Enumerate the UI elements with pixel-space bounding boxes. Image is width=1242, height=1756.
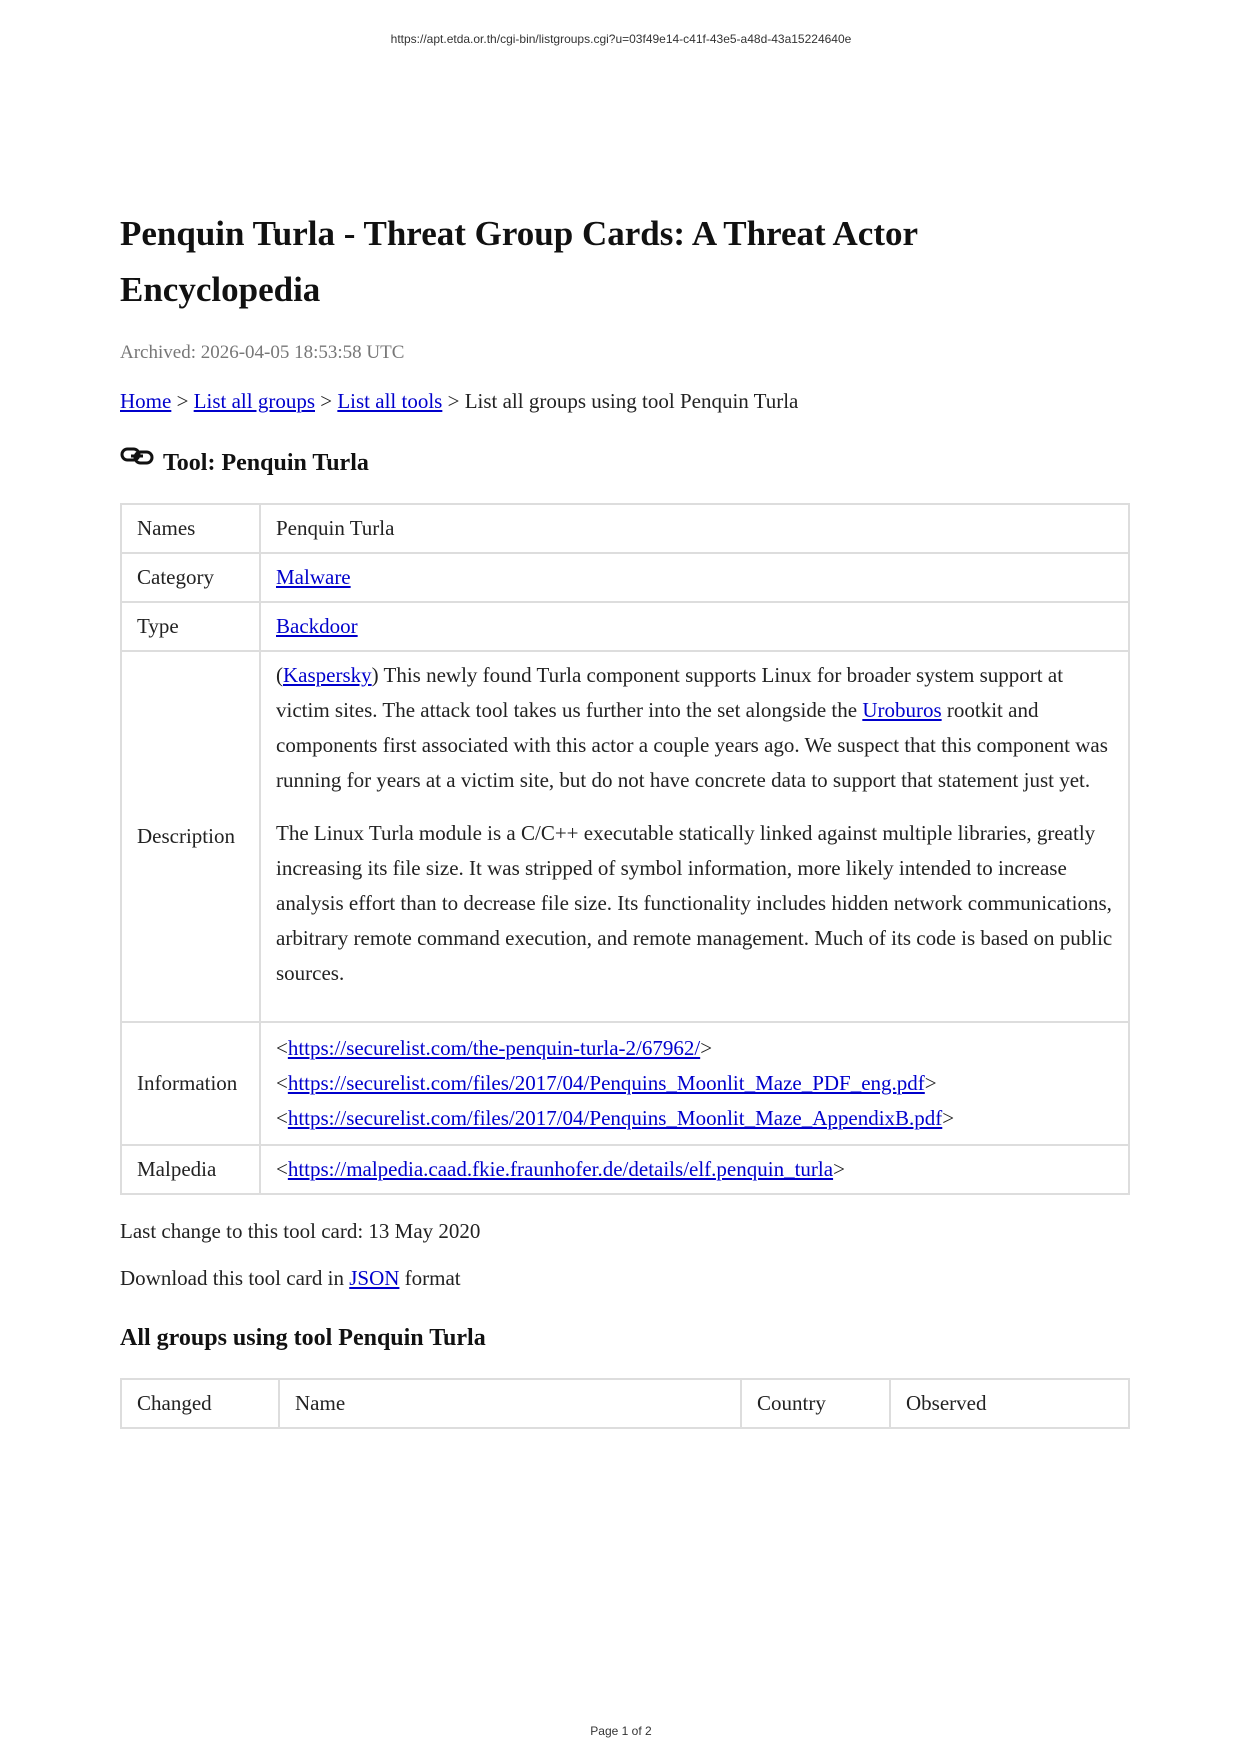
paren: ( (276, 663, 283, 687)
column-header-country[interactable]: Country (741, 1379, 890, 1428)
breadcrumb-home-link[interactable]: Home (120, 389, 172, 413)
tool-heading-text: Tool: Penquin Turla (163, 450, 369, 476)
tool-heading (120, 450, 1130, 477)
malpedia-link[interactable]: https://malpedia.caad.fkie.fraunhofer.de/details/elf.penquin_turla (287, 1157, 834, 1181)
description-text: ) This newly found Turla component supports Linux for broader system support at victim sites. The attack tool takes us further into the set alongside the (276, 663, 1064, 722)
information-line (276, 1031, 1113, 1066)
bracket: < (276, 1157, 288, 1181)
table-row (121, 1022, 1129, 1145)
page-footer: Page 1 of 2 (590, 1724, 652, 1738)
bracket: < (276, 1036, 288, 1060)
breadcrumb-tools-link[interactable]: List all tools (337, 389, 443, 413)
description-label: Description (121, 651, 260, 1022)
description-paragraph: The Linux Turla module is a C/C++ executable statically linked against multiple libraries, greatly increasing its file size. It was stripped of symbol information, more likely intended to increase analysis effort than to decrease file size. Its functionality includes hidden network communications, arbitrary remote command execution, and remote management. Much of its code is based on public sources. (276, 821, 1113, 985)
info-link[interactable]: https://securelist.com/files/2017/04/Penquins_Moonlit_Maze_PDF_eng.pdf (287, 1071, 925, 1095)
names-value: Penquin Turla (260, 504, 1129, 553)
bracket: < (276, 1106, 288, 1130)
type-cell (260, 602, 1129, 651)
breadcrumb-separator: > (320, 389, 333, 413)
description-text: rootkit and components first associated with this actor a couple years ago. We suspect that this component was running for years at a victim site, but do not have concrete data to support that statement just yet. (276, 698, 1108, 792)
information-label: Information (121, 1022, 260, 1145)
archived-timestamp: Archived: 2026-04-05 18:53:58 UTC (120, 342, 405, 363)
column-header-observed[interactable]: Observed (890, 1379, 1129, 1428)
information-line (276, 1066, 1113, 1101)
column-header-changed[interactable]: Changed (121, 1379, 279, 1428)
page-title: Penquin Turla - Threat Group Cards: A Threat Actor Encyclopedia (120, 214, 918, 309)
type-label: Type (121, 602, 260, 651)
information-cell (260, 1022, 1129, 1145)
type-link[interactable]: Backdoor (276, 614, 358, 638)
breadcrumb-current: List all groups using tool Penquin Turla (464, 389, 799, 413)
url-header: https://apt.etda.or.th/cgi-bin/listgroups.cgi?u=03f49e14-c41f-43e5-a48d-43a15224640e (390, 32, 852, 46)
download-text: Download this tool card in (120, 1266, 350, 1290)
breadcrumb (120, 389, 1130, 414)
bracket: > (833, 1157, 845, 1181)
table-row (121, 504, 1129, 553)
bracket: > (924, 1071, 937, 1095)
last-change: Last change to this tool card: 13 May 2020 (120, 1219, 481, 1243)
uroburos-link[interactable]: Uroburos (862, 698, 942, 722)
download-text: format (399, 1266, 461, 1290)
link-icon (120, 445, 154, 467)
information-line (276, 1101, 1113, 1136)
malpedia-cell (260, 1145, 1129, 1194)
info-link[interactable]: https://securelist.com/files/2017/04/Penquins_Moonlit_Maze_AppendixB.pdf (287, 1106, 943, 1130)
bracket: > (942, 1106, 955, 1130)
breadcrumb-separator: > (447, 389, 460, 413)
description-cell (260, 651, 1129, 1022)
names-label: Names (121, 504, 260, 553)
page-content (120, 206, 1130, 1429)
category-label: Category (121, 553, 260, 602)
category-cell (260, 553, 1129, 602)
malpedia-label: Malpedia (121, 1145, 260, 1194)
table-row (121, 1145, 1129, 1194)
table-row (121, 553, 1129, 602)
kaspersky-link[interactable]: Kaspersky (283, 663, 372, 687)
download-line (120, 1266, 1130, 1291)
column-header-name[interactable]: Name (279, 1379, 741, 1428)
breadcrumb-groups-link[interactable]: List all groups (193, 389, 315, 413)
groups-table (120, 1378, 1130, 1429)
table-row (121, 651, 1129, 1022)
bracket: < (276, 1071, 288, 1095)
description-paragraph (276, 658, 1113, 798)
info-link[interactable]: https://securelist.com/the-penquin-turla-2/67962/ (287, 1036, 701, 1060)
tool-info-table (120, 503, 1130, 1195)
table-header-row (121, 1379, 1129, 1428)
table-row (121, 602, 1129, 651)
breadcrumb-separator: > (176, 389, 189, 413)
bracket: > (700, 1036, 713, 1060)
json-link[interactable]: JSON (349, 1266, 400, 1290)
category-link[interactable]: Malware (276, 565, 351, 589)
groups-heading: All groups using tool Penquin Turla (120, 1325, 486, 1351)
